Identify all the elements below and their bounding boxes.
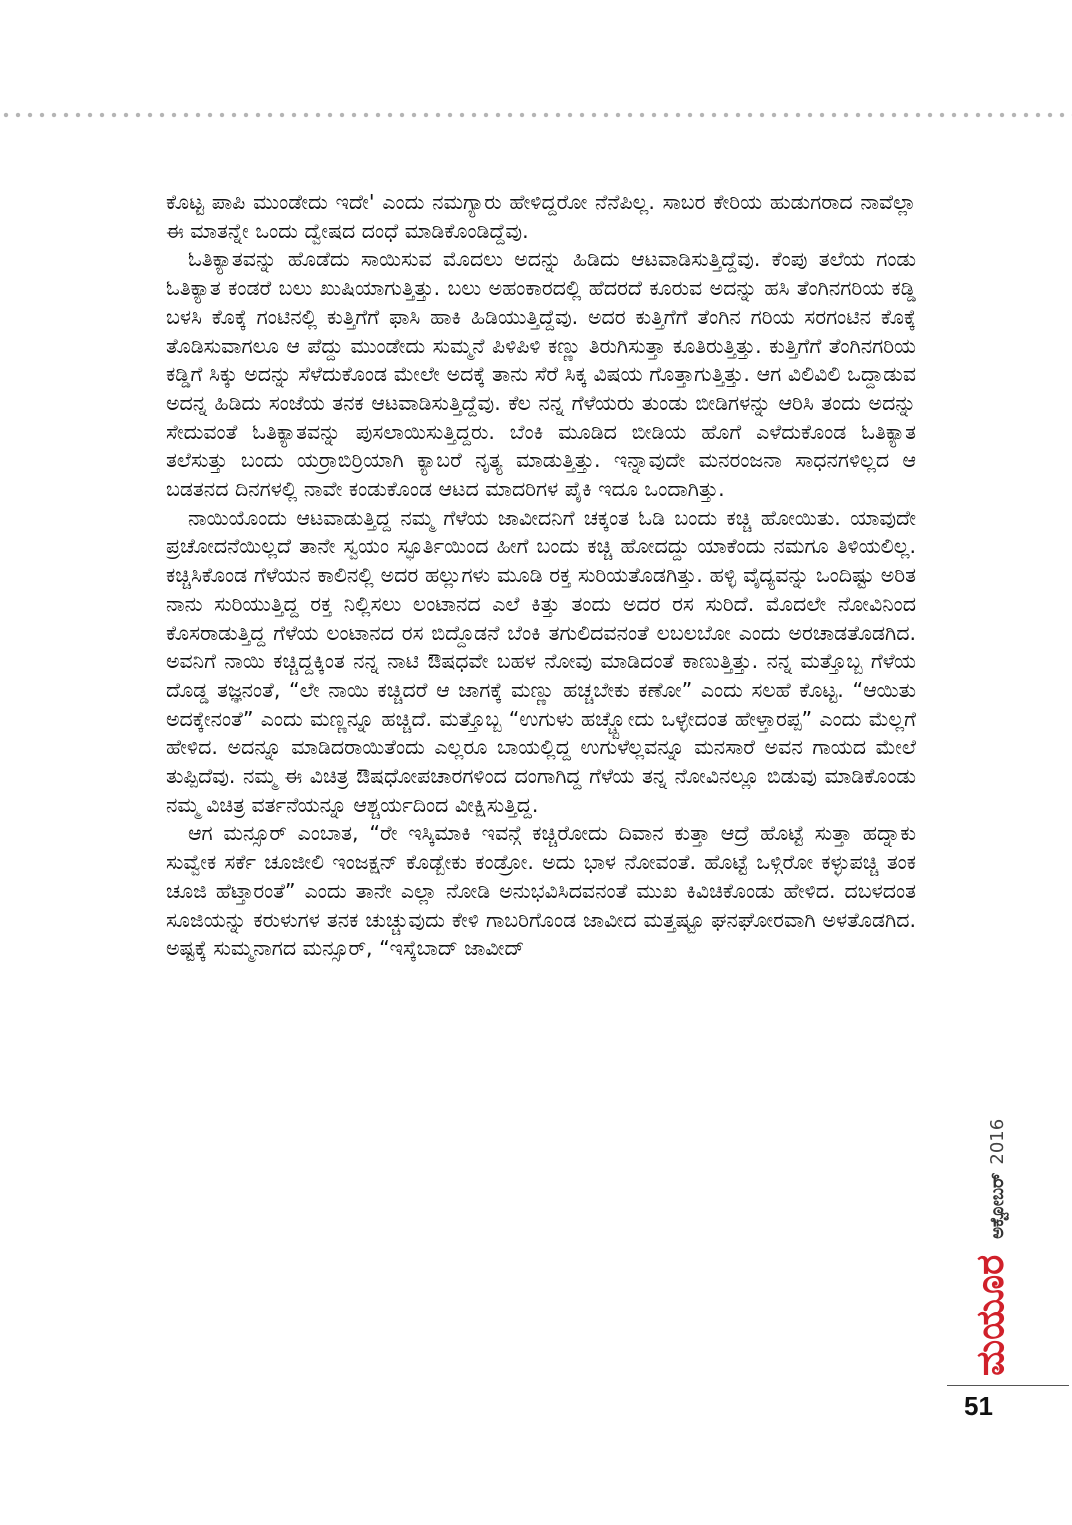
magazine-side-label xyxy=(950,1086,1012,1376)
article-paragraph-2: ಓತಿಕ್ಯಾತವನ್ನು ಹೊಡೆದು ಸಾಯಿಸುವ ಮೊದಲು ಅದನ್ನು ಹಿಡಿದು ಆಟವಾಡಿಸುತ್ತಿದ್ದೆವು. ಕೆಂಪು ತಲೆಯ ಗಂಡು ಓತಿಕ್ಯಾತ ಕಂಡರೆ ಬಲು ಖುಷಿಯಾಗುತ್ತಿತ್ತು. ಬಲು ಅಹಂಕಾರದಲ್ಲಿ ಹೆದರದೆ ಕೂರುವ ಅದನ್ನು ಹಸಿ ತೆಂಗಿನಗರಿಯ ಕಡ್ಡಿ ಬಳಸಿ ಕೊಕ್ಕೆ ಗಂಟಿನಲ್ಲಿ ಕುತ್ತಿಗೆಗೆ ಫಾಸಿ ಹಾಕಿ ಹಿಡಿಯುತ್ತಿದ್ದೆವು. ಅದರ ಕುತ್ತಿಗೆಗೆ ತೆಂಗಿನ ಗರಿಯ ಸರಗಂಟಿನ ಕೊಕ್ಕೆ ತೊಡಿಸುವಾಗಲೂ ಆ ಪೆದ್ದು ಮುಂಡೇದು ಸುಮ್ಮನೆ ಪಿಳಿಪಿಳಿ ಕಣ್ಣು ತಿರುಗಿಸುತ್ತಾ ಕೂತಿರುತ್ತಿತ್ತು. ಕುತ್ತಿಗೆಗೆ ತೆಂಗಿನಗರಿಯ ಕಡ್ಡಿಗೆ ಸಿಕ್ಕು ಅದನ್ನು ಸೆಳೆದುಕೊಂಡ ಮೇಲೇ ಅದಕ್ಕೆ ತಾನು ಸೆರೆ ಸಿಕ್ಕ ವಿಷಯ ಗೊತ್ತಾಗುತ್ತಿತ್ತು. ಆಗ ವಿಲಿವಿಲಿ ಒದ್ದಾಡುವ ಅದನ್ನ ಹಿಡಿದು ಸಂಜೆಯ ತನಕ ಆಟವಾಡಿಸುತ್ತಿದ್ದೆವು. ಕೆಲ ನನ್ನ ಗೆಳೆಯರು ತುಂಡು ಬೀಡಿಗಳನ್ನು ಆರಿಸಿ ತಂದು ಅದನ್ನು ಸೇದುವಂತೆ ಓತಿಕ್ಯಾತವನ್ನು ಪುಸಲಾಯಿಸುತ್ತಿದ್ದರು. ಬೆಂಕಿ ಮೂಡಿದ ಬೀಡಿಯ ಹೊಗೆ ಎಳೆದುಕೊಂಡ ಓತಿಕ್ಯಾತ ತಲೆಸುತ್ತು ಬಂದು ಯರ್‍ರಾಬಿರ್‍ರಿಯಾಗಿ ಕ್ಯಾಬರೆ ನೃತ್ಯ ಮಾಡುತ್ತಿತ್ತು. ಇನ್ನಾವುದೇ ಮನರಂಜನಾ ಸಾಧನಗಳಿಲ್ಲದ ಆ ಬಡತನದ ದಿನಗಳಲ್ಲಿ ನಾವೇ ಕಂಡುಕೊಂಡ ಆಟದ ಮಾದರಿಗಳ ಪೈಕಿ ಇದೂ ಒಂದಾಗಿತ್ತು. xyxy=(166,247,916,502)
magazine-brand-name: ಮಯೂರ xyxy=(968,1254,1012,1376)
top-dotted-rule xyxy=(0,112,1072,118)
article-paragraph-3: ನಾಯಿಯೊಂದು ಆಟವಾಡುತ್ತಿದ್ದ ನಮ್ಮ ಗೆಳೆಯ ಜಾವೀದನಿಗೆ ಚಕ್ಕಂತ ಓಡಿ ಬಂದು ಕಚ್ಚಿ ಹೋಯಿತು. ಯಾವುದೇ ಪ್ರಚೋದನೆಯಿಲ್ಲದೆ ತಾನೇ ಸ್ವಯಂ ಸ್ಫೂರ್ತಿಯಿಂದ ಹೀಗೆ ಬಂದು ಕಚ್ಚಿ ಹೋದದ್ದು ಯಾಕೆಂದು ನಮಗೂ ತಿಳಿಯಲಿಲ್ಲ. ಕಚ್ಚಿಸಿಕೊಂಡ ಗೆಳೆಯನ ಕಾಲಿನಲ್ಲಿ ಅದರ ಹಲ್ಲುಗಳು ಮೂಡಿ ರಕ್ತ ಸುರಿಯತೊಡಗಿತ್ತು. ಹಳ್ಳಿ ವೈದ್ಯವನ್ನು ಒಂದಿಷ್ಟು ಅರಿತ ನಾನು ಸುರಿಯುತ್ತಿದ್ದ ರಕ್ತ ನಿಲ್ಲಿಸಲು ಲಂಟಾನದ ಎಲೆ ಕಿತ್ತು ತಂದು ಅದರ ರಸ ಸುರಿದೆ. ಮೊದಲೇ ನೋವಿನಿಂದ ಕೊಸರಾಡುತ್ತಿದ್ದ ಗೆಳೆಯ ಲಂಟಾನದ ರಸ ಬಿದ್ದೊಡನೆ ಬೆಂಕಿ ತಗುಲಿದವನಂತೆ ಲಬಲಬೋ ಎಂದು ಅರಚಾಡತೊಡಗಿದ. ಅವನಿಗೆ ನಾಯಿ ಕಚ್ಚಿದ್ದಕ್ಕಿಂತ ನನ್ನ ನಾಟಿ ಔಷಧವೇ ಬಹಳ ನೋವು ಮಾಡಿದಂತೆ ಕಾಣುತ್ತಿತ್ತು. ನನ್ನ ಮತ್ತೊಬ್ಬ ಗೆಳೆಯ ದೊಡ್ಡ ತಜ್ಞನಂತೆ, “ಲೇ ನಾಯಿ ಕಚ್ಚಿದರೆ ಆ ಜಾಗಕ್ಕೆ ಮಣ್ಣು ಹಚ್ಚಬೇಕು ಕಣೋ” ಎಂದು ಸಲಹೆ ಕೊಟ್ಟ. “ಆಯಿತು ಅದಕ್ಕೇನಂತೆ” ಎಂದು ಮಣ್ಣನ್ನೂ ಹಚ್ಚಿದೆ. ಮತ್ತೊಬ್ಬ “ಉಗುಳು ಹಚ್ಚ್ಬೋದು ಒಳ್ಳೇದಂತ ಹೇಳ್ತಾರಪ್ಪ” ಎಂದು ಮೆಲ್ಲಗೆ ಹೇಳಿದ. ಅದನ್ನೂ ಮಾಡಿದರಾಯಿತೆಂದು ಎಲ್ಲರೂ ಬಾಯಲ್ಲಿದ್ದ ಉಗುಳೆಲ್ಲವನ್ನೂ ಮನಸಾರೆ ಅವನ ಗಾಯದ ಮೇಲೆ ತುಪ್ಪಿದೆವು. ನಮ್ಮ ಈ ವಿಚಿತ್ರ ಔಷಧೋಪಚಾರಗಳಿಂದ ದಂಗಾಗಿದ್ದ ಗೆಳೆಯ ತನ್ನ ನೋವಿನಲ್ಲೂ ಬಿಡುವು ಮಾಡಿಕೊಂಡು ನಮ್ಮ ವಿಚಿತ್ರ ವರ್ತನೆಯನ್ನೂ ಆಶ್ಚರ್ಯದಿಂದ ವೀಕ್ಷಿಸುತ್ತಿದ್ದ. xyxy=(166,505,916,817)
article-paragraph-4: ಆಗ ಮನ್ಸೂರ್ ಎಂಬಾತ, “ರೇ ಇಸ್ಕಿಮಾಕಿ ಇವನ್ಗೆ ಕಚ್ಚಿರೋದು ದಿವಾನ ಕುತ್ತಾ ಆದ್ರೆ ಹೊಟ್ಟೆ ಸುತ್ತಾ ಹದ್ನಾಕು ಸುವ್ವೇಕ ಸರ್ಕೆ ಚೂಜೀಲಿ ಇಂಜಕ್ಷನ್ ಕೊಡ್ಬೇಕು ಕಂಡ್ರೋ. ಅದು ಭಾಳ ನೋವಂತೆ. ಹೊಟ್ಟೆ ಒಳ್ಗಿರೋ ಕಳ್ಳುಪಚ್ಚಿ ತಂಕ ಚೂಜಿ ಹೆಟ್ತಾರಂತೆ” ಎಂದು ತಾನೇ ಎಲ್ಲಾ ನೋಡಿ ಅನುಭವಿಸಿದವನಂತೆ ಮುಖ ಕಿವಿಚಿಕೊಂಡು ಹೇಳಿದ. ದಬಳದಂತ ಸೂಜಿಯನ್ನು ಕರುಳುಗಳ ತನಕ ಚುಚ್ಚುವುದು ಕೇಳಿ ಗಾಬರಿಗೊಂಡ ಜಾವೀದ ಮತ್ತಷ್ಟೂ ಘನಘೋರವಾಗಿ ಅಳತೊಡಗಿದ. ಅಷ್ಟಕ್ಕೆ ಸುಮ್ಮನಾಗದ ಮನ್ಸೂರ್, “ಇಸ್ಕೆಬಾದ್ ಜಾವೀದ್ xyxy=(166,821,916,961)
issue-year: 2016 xyxy=(987,1118,1008,1165)
page-number: 51 xyxy=(964,1391,993,1421)
article-body xyxy=(166,188,916,963)
issue-month: ಅಕ್ಟೋಬರ್ xyxy=(987,1172,1008,1239)
footer-divider xyxy=(947,1385,1069,1386)
article-paragraph-1: ಕೊಟ್ಟ ಪಾಪಿ ಮುಂಡೇದು ಇದೇ' ಎಂದು ನಮಗ್ಯಾರು ಹೇಳಿದ್ದರೋ ನೆನೆಪಿಲ್ಲ. ಸಾಬರ ಕೇರಿಯ ಹುಡುಗರಾದ ನಾವೆಲ್ಲಾ ಈ ಮಾತನ್ನೇ ಒಂದು ದ್ವೇಷದ ದಂಧೆ ಮಾಡಿಕೊಂಡಿದ್ದೆವು. xyxy=(166,190,916,243)
